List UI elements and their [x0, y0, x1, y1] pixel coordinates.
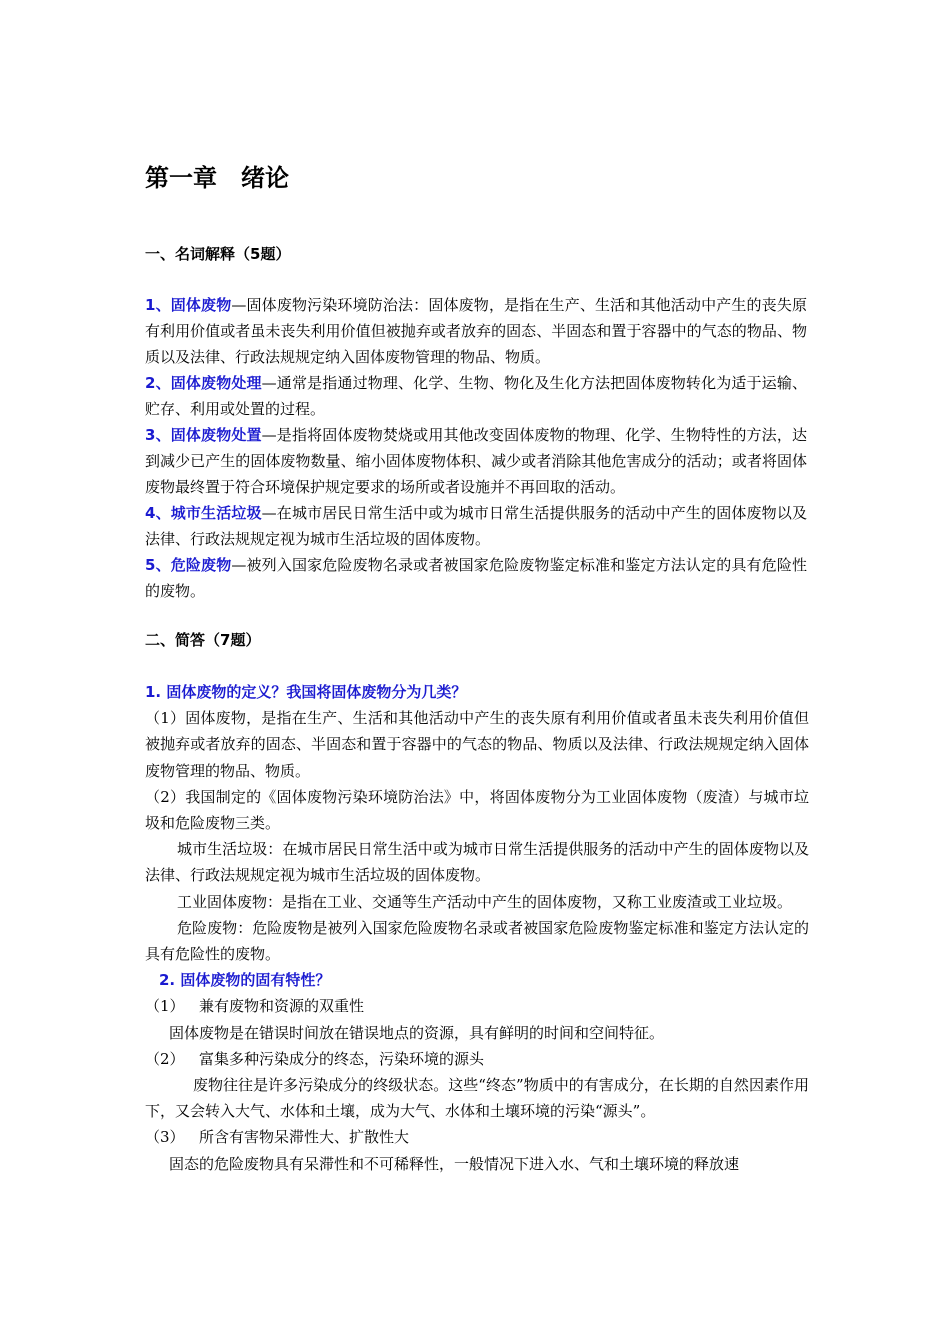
item-number: （1） — [145, 997, 185, 1016]
answer-list-item — [145, 1046, 809, 1072]
section-heading-terms: 一、名词解释（5题） — [145, 245, 291, 263]
definition-term: 5、危险废物 — [145, 556, 232, 574]
chapter-title — [145, 160, 289, 196]
answer-paragraph: 工业固体废物：是指在工业、交通等生产活动中产生的固体废物，又称工业废渣或工业垃圾。 — [177, 892, 793, 911]
definition-term: 4、城市生活垃圾 — [145, 504, 262, 522]
definition-term: 2、固体废物处理 — [145, 374, 262, 392]
item-text: 富集多种污染成分的终态，污染环境的源头 — [199, 1049, 485, 1068]
question-1-title: 1. 固体废物的定义？我国将固体废物分为几类？ — [145, 683, 467, 701]
answer-paragraph: （1）固体废物，是指在生产、生活和其他活动中产生的丧失原有利用价值或者虽未丧失利用价值但被抛弃或者放弃的固态、半固态和置于容器中的气态的物品、物质以及法律、行政法规规定纳入固体废物管理的物品、物质。 — [145, 709, 809, 780]
item-number: （2） — [145, 1049, 185, 1068]
definition-term: 1、固体废物 — [145, 296, 232, 314]
question-2-title: 2. 固体废物的固有特性？ — [159, 971, 331, 990]
definition-text: —固体废物污染环境防治法：固体废物，是指在生产、生活和其他活动中产生的丧失原有利用价值或者虽未丧失利用价值但被抛弃或者放弃的固态、半固态和置于容器中的气态的物品、物质以及法律、行政法规规定纳入固体废物管理的物品、物质。 — [145, 296, 807, 366]
chapter-name: 绪论 — [241, 164, 289, 192]
question-1-block — [145, 679, 809, 1177]
item-number: （3） — [145, 1128, 185, 1147]
definition-item — [145, 292, 807, 370]
definition-text: —通常是指通过物理、化学、生物、物化及生化方法把固体废物转化为适于运输、贮存、利用或处置的过程。 — [145, 374, 807, 418]
definition-text: —在城市居民日常生活中或为城市日常生活提供服务的活动中产生的固体废物以及法律、行政法规规定视为城市生活垃圾的固体废物。 — [145, 504, 807, 548]
definitions-list — [145, 292, 807, 604]
answer-list-item — [145, 993, 809, 1019]
answer-paragraph: 危险废物：危险废物是被列入国家危险废物名录或者被国家危险废物鉴定标准和鉴定方法认定的具有危险性的废物。 — [145, 918, 809, 964]
definition-item — [145, 370, 807, 422]
item-text: 兼有废物和资源的双重性 — [199, 997, 365, 1016]
definition-item — [145, 500, 807, 552]
answer-paragraph: 固态的危险废物具有呆滞性和不可稀释性，一般情况下进入水、气和土壤环境的释放速 — [169, 1154, 740, 1173]
definition-text: —是指将固体废物焚烧或用其他改变固体废物的物理、化学、生物特性的方法，达到减少已产生的固体废物数量、缩小固体废物体积、减少或者消除其他危害成分的活动；或者将固体废物最终置于符合环境保护规定要求的场所或者设施并不再回取的活动。 — [145, 426, 807, 496]
item-text: 所含有害物呆滞性大、扩散性大 — [199, 1128, 410, 1147]
definition-item — [145, 422, 807, 500]
answer-paragraph: 城市生活垃圾：在城市居民日常生活中或为城市日常生活提供服务的活动中产生的固体废物以及法律、行政法规规定视为城市生活垃圾的固体废物。 — [145, 840, 809, 885]
answer-paragraph: 固体废物是在错误时间放在错误地点的资源，具有鲜明的时间和空间特征。 — [169, 1023, 665, 1042]
answer-list-item — [145, 1124, 809, 1150]
definition-text: —被列入国家危险废物名录或者被国家危险废物鉴定标准和鉴定方法认定的具有危险性的废物。 — [145, 556, 807, 600]
section-heading-short-answer: 二、简答（7题） — [145, 631, 261, 649]
chapter-number: 第一章 — [145, 164, 217, 192]
answer-paragraph: （2）我国制定的《固体废物污染环境防治法》中，将固体废物分为工业固体废物（废渣）与城市垃圾和危险废物三类。 — [145, 787, 809, 833]
definition-term: 3、固体废物处置 — [145, 426, 262, 444]
definition-item — [145, 552, 807, 604]
answer-paragraph: 废物往往是许多污染成分的终级状态。这些“终态”物质中的有害成分，在长期的自然因素作用下，又会转入大气、水体和土壤，成为大气、水体和土壤环境的污染“源头”。 — [145, 1076, 809, 1121]
